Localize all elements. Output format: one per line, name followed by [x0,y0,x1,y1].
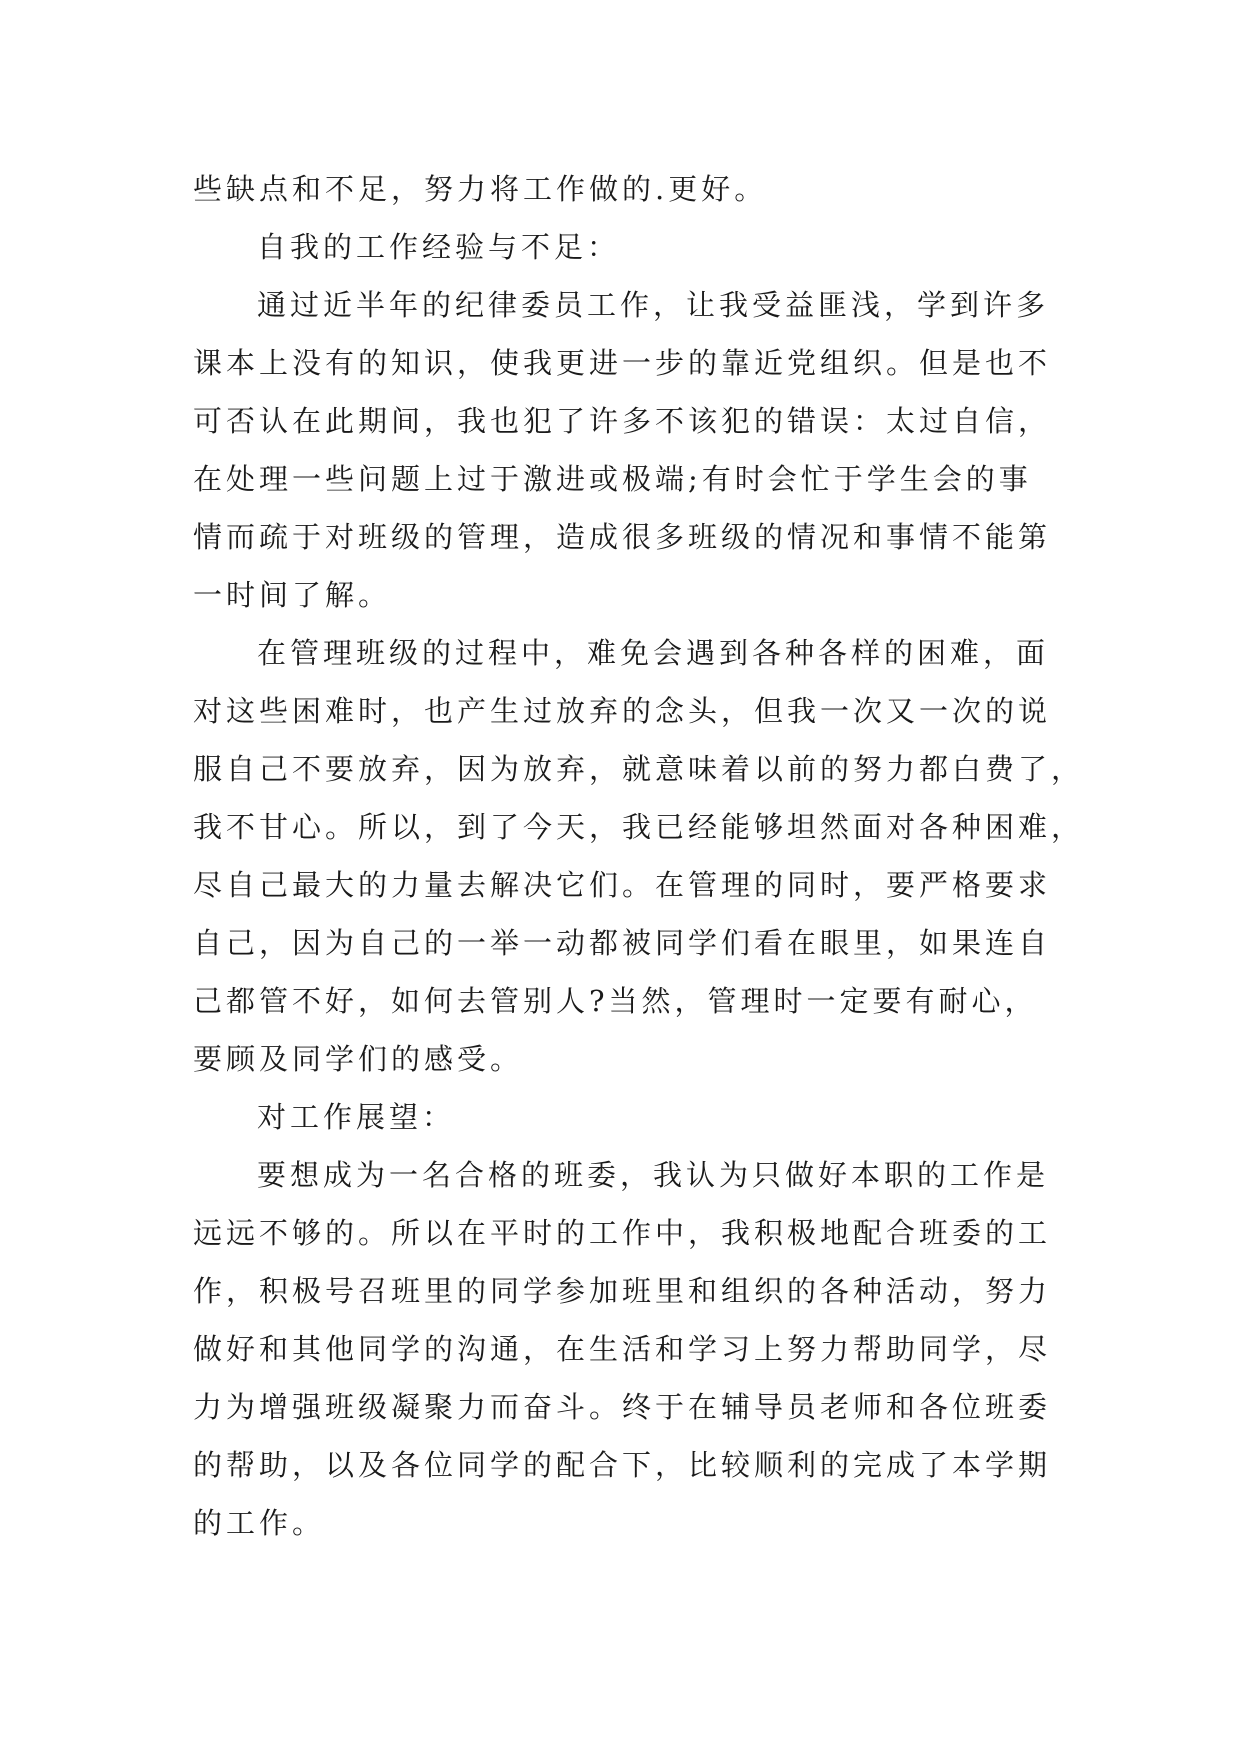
text-line: 服自己不要放弃，因为放弃，就意味着以前的努力都白费了， [193,752,1085,786]
text-line: 课本上没有的知识，使我更进一步的靠近党组织。但是也不 [193,346,1052,380]
text-line: 我不甘心。所以，到了今天，我已经能够坦然面对各种困难， [193,810,1085,844]
text-line: 作，积极号召班里的同学参加班里和组织的各种活动，努力 [193,1274,1052,1308]
text-line: 己都管不好，如何去管别人?当然，管理时一定要有耐心， [193,984,1038,1018]
text-line: 些缺点和不足，努力将工作做的.更好。 [193,172,768,206]
document-body [193,160,1085,1552]
text-line: 在处理一些问题上过于激进或极端;有时会忙于学生会的事 [193,462,1032,496]
section-heading-outlook: 对工作展望： [257,1100,456,1134]
text-line: 一时间了解。 [193,578,392,612]
text-line: 力为增强班级凝聚力而奋斗。终于在辅导员老师和各位班委 [193,1390,1052,1424]
text-line: 情而疏于对班级的管理，造成很多班级的情况和事情不能第 [193,520,1052,554]
text-line: 远远不够的。所以在平时的工作中，我积极地配合班委的工 [193,1216,1052,1250]
text-line: 的工作。 [193,1506,326,1540]
paragraph-first-line: 要想成为一名合格的班委，我认为只做好本职的工作是 [257,1158,1050,1192]
section-heading-experience: 自我的工作经验与不足： [257,230,621,264]
text-line: 要顾及同学们的感受。 [193,1042,524,1076]
paragraph-first-line: 在管理班级的过程中，难免会遇到各种各样的困难，面 [257,636,1050,670]
paragraph-first-line: 通过近半年的纪律委员工作，让我受益匪浅，学到许多 [257,288,1050,322]
text-line: 自己，因为自己的一举一动都被同学们看在眼里，如果连自 [193,926,1052,960]
text-line: 尽自己最大的力量去解决它们。在管理的同时，要严格要求 [193,868,1052,902]
text-line: 的帮助，以及各位同学的配合下，比较顺利的完成了本学期 [193,1448,1052,1482]
text-line: 做好和其他同学的沟通，在生活和学习上努力帮助同学，尽 [193,1332,1052,1366]
text-line: 可否认在此期间，我也犯了许多不该犯的错误：太过自信， [193,404,1052,438]
text-line: 对这些困难时，也产生过放弃的念头，但我一次又一次的说 [193,694,1052,728]
